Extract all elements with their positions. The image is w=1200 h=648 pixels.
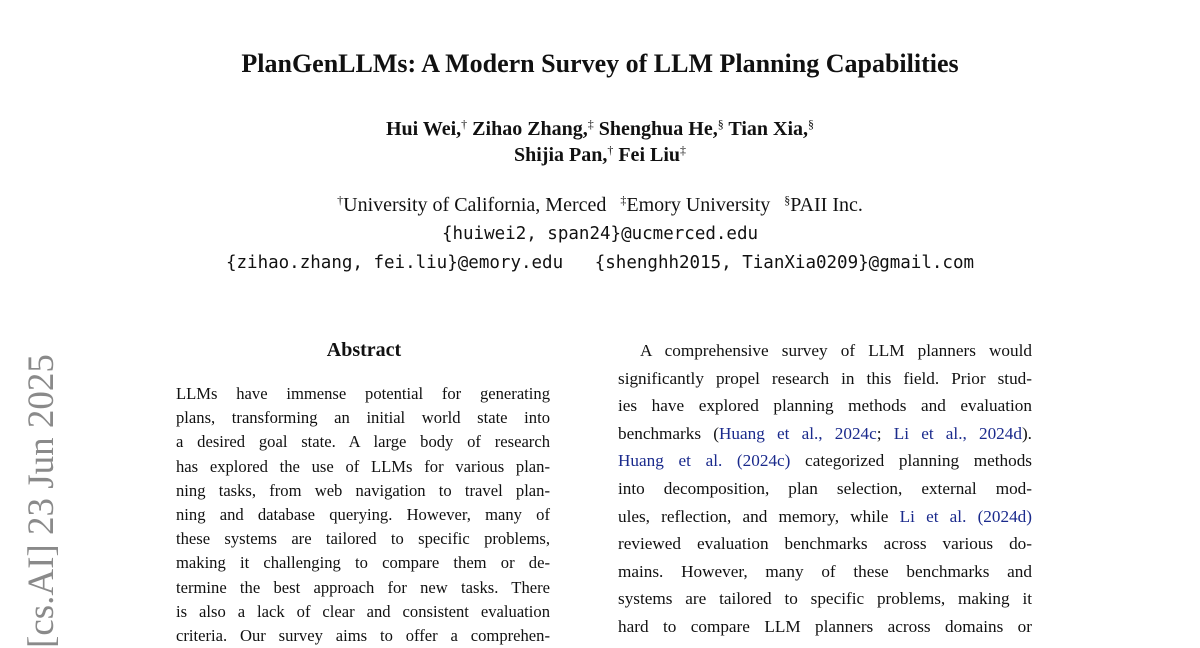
abstract-line: ning tasks, from web navigation to travel plan- bbox=[176, 480, 550, 500]
affiliation-name: Emory University bbox=[626, 194, 771, 216]
abstract-line: these systems are tailored to specific problems, bbox=[176, 529, 550, 549]
intro-line: systems are tailored to specific problems, making it bbox=[618, 589, 1032, 609]
intro-line: into decomposition, plan selection, external mod- bbox=[618, 478, 1032, 498]
abstract-body bbox=[176, 382, 550, 648]
intro-text: categorized planning methods bbox=[790, 451, 1032, 471]
author-name: Shenghua He, bbox=[598, 118, 718, 140]
citation-link[interactable]: Huang et al., 2024c bbox=[718, 423, 877, 443]
abstract-line: plans, transforming an initial world state into bbox=[176, 408, 550, 428]
arxiv-stamp: [cs.AI] 23 Jun 2025 bbox=[21, 354, 62, 648]
citation-link[interactable]: Li et al. (2024d) bbox=[899, 506, 1032, 526]
affiliation-mark: † bbox=[337, 193, 344, 207]
email-line-1[interactable]: {huiwei2, span24}@ucmerced.edu bbox=[441, 224, 759, 244]
abstract-line: termine the best approach for new tasks. There bbox=[176, 577, 550, 597]
abstract-line: making it challenging to compare them or de- bbox=[176, 553, 550, 573]
intro-line: reviewed evaluation benchmarks across various do- bbox=[618, 534, 1032, 554]
affiliations bbox=[0, 192, 1200, 218]
citation-link[interactable]: Huang et al. (2024c) bbox=[618, 451, 791, 471]
abstract-line: LLMs have immense potential for generating bbox=[176, 384, 550, 403]
author-mark: † bbox=[607, 143, 614, 157]
author-mark: § bbox=[717, 117, 724, 131]
author-line-2 bbox=[0, 142, 1200, 168]
author-name: Tian Xia, bbox=[728, 118, 809, 140]
affiliation-mark: ‡ bbox=[620, 193, 627, 207]
abstract-line: criteria. Our survey aims to offer a comprehen- bbox=[176, 626, 550, 646]
affiliation-mark: § bbox=[784, 193, 791, 207]
paper-title: PlanGenLLMs: A Modern Survey of LLM Planning Capabilities bbox=[241, 49, 959, 78]
intro-line bbox=[618, 420, 1032, 448]
citation-link[interactable]: Li et al., 2024d bbox=[893, 423, 1022, 443]
author-list bbox=[0, 116, 1200, 168]
intro-line: ies have explored planning methods and evaluation bbox=[618, 396, 1032, 416]
intro-line: significantly propel research in this field. Prior stud- bbox=[618, 368, 1032, 388]
author-mark: ‡ bbox=[587, 117, 594, 131]
author-name: Fei Liu bbox=[618, 144, 681, 166]
intro-text: ). bbox=[1021, 423, 1032, 443]
intro-line: hard to compare LLM planners across domains or bbox=[618, 616, 1032, 636]
author-mark: † bbox=[461, 117, 468, 131]
intro-line: A comprehensive survey of LLM planners would bbox=[640, 341, 1032, 360]
intro-text: ; bbox=[876, 423, 894, 443]
abstract-line: ning and database querying. However, many of bbox=[176, 505, 550, 525]
author-name: Zihao Zhang, bbox=[472, 118, 588, 140]
author-mark: ‡ bbox=[680, 143, 687, 157]
intro-line bbox=[618, 447, 1032, 475]
abstract-line: is also a lack of clear and consistent evaluation bbox=[176, 601, 550, 621]
author-name: Shijia Pan, bbox=[513, 144, 608, 166]
author-line-1 bbox=[0, 116, 1200, 142]
intro-line bbox=[618, 503, 1032, 531]
abstract-line: has explored the use of LLMs for various plan- bbox=[176, 456, 550, 476]
introduction-body bbox=[618, 337, 1032, 641]
intro-line: mains. However, many of these benchmarks and bbox=[618, 561, 1032, 581]
author-mark: § bbox=[808, 117, 815, 131]
intro-text: ules, reflection, and memory, while bbox=[618, 506, 900, 526]
affiliation-name: PAII Inc. bbox=[790, 194, 863, 216]
intro-text: benchmarks ( bbox=[618, 423, 719, 443]
email-line-2[interactable]: {zihao.zhang, fei.liu}@emory.edu {shenghh2015, TianXia0209}@gmail.com bbox=[225, 253, 975, 273]
abstract-line: a desired goal state. A large body of research bbox=[176, 432, 550, 452]
abstract-heading: Abstract bbox=[326, 339, 402, 361]
affiliation-name: University of California, Merced bbox=[343, 194, 607, 216]
author-name: Hui Wei, bbox=[385, 118, 462, 140]
